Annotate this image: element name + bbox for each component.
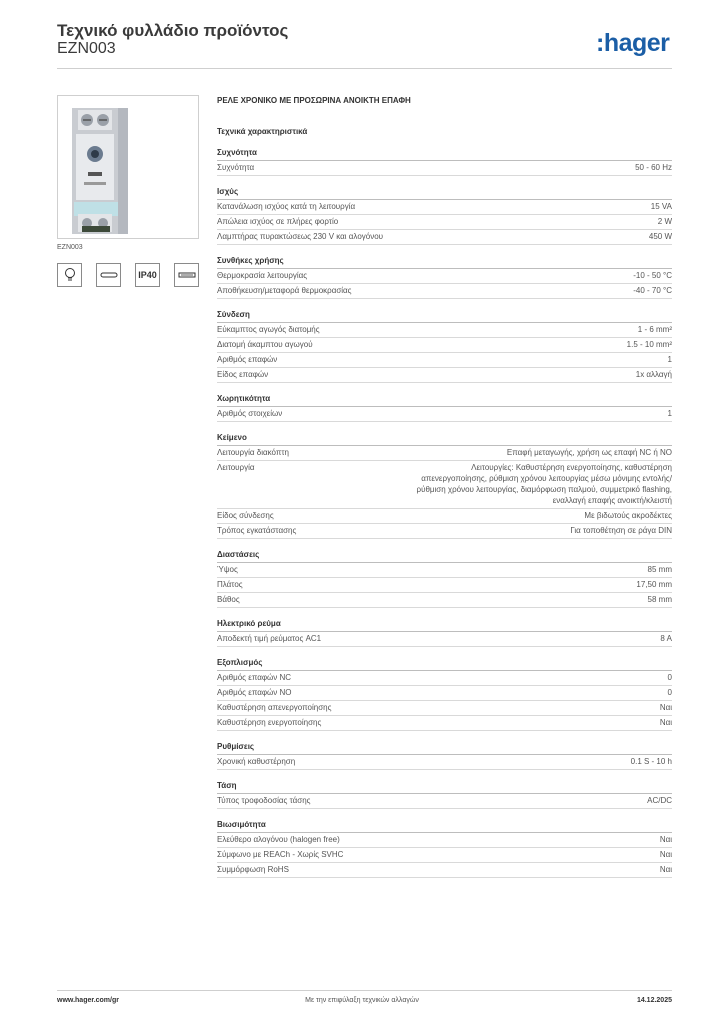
spec-value: Ναι — [659, 835, 672, 844]
spec-label: Αποθήκευση/μεταφορά θερμοκρασίας — [217, 286, 352, 295]
spec-label: Τύπος τροφοδοσίας τάσης — [217, 796, 311, 805]
spec-label: Είδος επαφών — [217, 370, 269, 379]
spec-row — [217, 230, 672, 245]
spec-value: 8 A — [660, 634, 672, 643]
product-code: EZN003 — [57, 40, 116, 57]
spec-row — [217, 200, 672, 215]
spec-value: 15 VA — [650, 202, 672, 211]
header-divider — [57, 68, 672, 69]
spec-row — [217, 755, 672, 770]
spec-label: Λειτουργία διακόπτη — [217, 448, 289, 457]
spec-value: 85 mm — [647, 565, 672, 574]
spec-label: Αποδεκτή τιμή ρεύματος AC1 — [217, 634, 322, 643]
spec-group — [217, 549, 672, 608]
spec-group-title: Κείμενο — [217, 432, 672, 446]
spec-row — [217, 716, 672, 731]
product-image-caption: EZN003 — [57, 244, 83, 251]
spec-value: 0 — [667, 673, 672, 682]
spec-group-title: Σύνδεση — [217, 309, 672, 323]
spec-label: Συμμόρφωση RoHS — [217, 865, 289, 874]
spec-value: 450 W — [648, 232, 672, 241]
spec-value: Λειτουργίες: Καθυστέρηση ενεργοποίησης, καθυστέρηση απενεργοποίησης, ρύθμιση χρόνου λειτουργίας μέσω μόνιμης εντολής/ρύθμιση χρόνου λειτουργίας, διαμόρφωση παλμού, συμμετρικό flashing, εναλλαγή επαφής ανοικτή/κλειστή — [416, 463, 672, 505]
spec-group-title: Συνθήκες χρήσης — [217, 255, 672, 269]
spec-label: Σύμφωνο με REACh - Χωρίς SVHC — [217, 850, 344, 859]
spec-value: AC/DC — [647, 796, 672, 805]
spec-value: 58 mm — [647, 595, 672, 604]
spec-groups — [217, 147, 672, 878]
spec-value: Με βιδωτούς ακροδέκτες — [584, 511, 672, 520]
footer-date: 14.12.2025 — [636, 997, 672, 1004]
spec-label: Διατομή άκαμπτου αγωγού — [217, 340, 313, 349]
spec-label: Ύψος — [217, 565, 238, 574]
spec-value: 17,50 mm — [636, 580, 672, 589]
spec-row — [217, 701, 672, 716]
spec-group — [217, 255, 672, 299]
spec-value: Ναι — [659, 718, 672, 727]
spec-label: Αριθμός επαφών — [217, 355, 278, 364]
spec-row — [217, 593, 672, 608]
spec-row — [217, 509, 672, 524]
spec-row — [217, 794, 672, 809]
ip40-badge: IP40 — [135, 263, 160, 287]
spec-label: Λειτουργία — [217, 463, 255, 472]
spec-row — [217, 161, 672, 176]
spec-group-title: Βιωσιμότητα — [217, 819, 672, 833]
spec-value: 1 - 6 mm² — [637, 325, 672, 334]
spec-label: Είδος σύνδεσης — [217, 511, 274, 520]
terminal-icon — [174, 263, 199, 287]
spec-group — [217, 309, 672, 383]
spec-label: Απώλεια ισχύος σε πλήρες φορτίο — [217, 217, 339, 226]
footer-website[interactable]: www.hager.com/gr — [57, 997, 119, 1004]
spec-value: 1.5 - 10 mm² — [626, 340, 672, 349]
product-image — [57, 95, 199, 239]
spec-label: Αριθμός επαφών NO — [217, 688, 292, 697]
spec-row — [217, 578, 672, 593]
spec-label: Πλάτος — [217, 580, 243, 589]
spec-group-title: Συχνότητα — [217, 147, 672, 161]
specs-content — [217, 95, 672, 878]
spec-group-title: Εξοπλισμός — [217, 657, 672, 671]
document-title: Τεχνικό φυλλάδιο προϊόντος — [57, 21, 289, 40]
specs-heading: Τεχνικά χαρακτηριστικά — [217, 127, 308, 136]
spec-row — [217, 284, 672, 299]
spec-group-title: Ισχύς — [217, 186, 672, 200]
spec-row — [217, 269, 672, 284]
spec-label: Αριθμός στοιχείων — [217, 409, 283, 418]
spec-group — [217, 657, 672, 731]
spec-group — [217, 741, 672, 770]
spec-value: 1 — [667, 355, 672, 364]
spec-label: Εύκαμπτος αγωγός διατομής — [217, 325, 320, 334]
rail-mount-icon — [96, 263, 121, 287]
spec-row — [217, 686, 672, 701]
spec-label: Ελεύθερο αλογόνου (halogen free) — [217, 835, 340, 844]
spec-label: Βάθος — [217, 595, 240, 604]
spec-row — [217, 632, 672, 647]
spec-group-title: Χωρητικότητα — [217, 393, 672, 407]
spec-row — [217, 461, 672, 509]
spec-label: Καθυστέρηση απενεργοποίησης — [217, 703, 332, 712]
spec-label: Τρόπος εγκατάστασης — [217, 526, 297, 535]
spec-row — [217, 338, 672, 353]
spec-label: Θερμοκρασία λειτουργίας — [217, 271, 308, 280]
spec-value: Ναι — [659, 865, 672, 874]
spec-row — [217, 323, 672, 338]
spec-group — [217, 147, 672, 176]
spec-row — [217, 671, 672, 686]
spec-row — [217, 446, 672, 461]
spec-label: Αριθμός επαφών NC — [217, 673, 292, 682]
spec-value: Ναι — [659, 850, 672, 859]
spec-row — [217, 524, 672, 539]
spec-label: Κατανάλωση ισχύος κατά τη λειτουργία — [217, 202, 356, 211]
spec-group-title: Τάση — [217, 780, 672, 794]
spec-value: -10 - 50 °C — [633, 271, 672, 280]
feature-icons — [57, 263, 199, 287]
spec-row — [217, 353, 672, 368]
spec-value: Ναι — [659, 703, 672, 712]
spec-row — [217, 215, 672, 230]
spec-row — [217, 407, 672, 422]
spec-group — [217, 819, 672, 878]
spec-value: Επαφή μεταγωγής, χρήση ως επαφή NC ή NO — [506, 448, 672, 457]
spec-row — [217, 848, 672, 863]
spec-group-title: Ηλεκτρικό ρεύμα — [217, 618, 672, 632]
spec-value: 1x αλλαγή — [635, 370, 672, 379]
spec-row — [217, 863, 672, 878]
spec-row — [217, 368, 672, 383]
spec-value: 50 - 60 Hz — [635, 163, 672, 172]
lamp-icon — [57, 263, 82, 287]
product-title: ΡΕΛΕ ΧΡΟΝΙΚΟ ΜΕ ΠΡΟΣΩΡΙΝΑ ΑΝΟΙΚΤΗ ΕΠΑΦΗ — [217, 96, 411, 105]
spec-value: 0 — [667, 688, 672, 697]
relay-device-illustration — [58, 96, 199, 239]
footer-disclaimer: Με την επιφύλαξη τεχνικών αλλαγών — [305, 997, 419, 1004]
spec-group-title: Ρυθμίσεις — [217, 741, 672, 755]
spec-group — [217, 186, 672, 245]
spec-label: Συχνότητα — [217, 163, 255, 172]
spec-label: Λαμπτήρας πυρακτώσεως 230 V και αλογόνου — [217, 232, 384, 241]
spec-label: Καθυστέρηση ενεργοποίησης — [217, 718, 322, 727]
spec-value: -40 - 70 °C — [633, 286, 672, 295]
spec-group — [217, 780, 672, 809]
spec-row — [217, 563, 672, 578]
spec-group — [217, 432, 672, 539]
spec-value: 0.1 S - 10 h — [630, 757, 672, 766]
spec-row — [217, 833, 672, 848]
footer-divider — [57, 990, 672, 991]
spec-value: 1 — [667, 409, 672, 418]
spec-group-title: Διαστάσεις — [217, 549, 672, 563]
spec-value: Για τοποθέτηση σε ράγα DIN — [570, 526, 672, 535]
spec-group — [217, 618, 672, 647]
spec-value: 2 W — [657, 217, 672, 226]
spec-label: Χρονική καθυστέρηση — [217, 757, 296, 766]
hager-logo: :hager — [596, 29, 670, 57]
spec-group — [217, 393, 672, 422]
